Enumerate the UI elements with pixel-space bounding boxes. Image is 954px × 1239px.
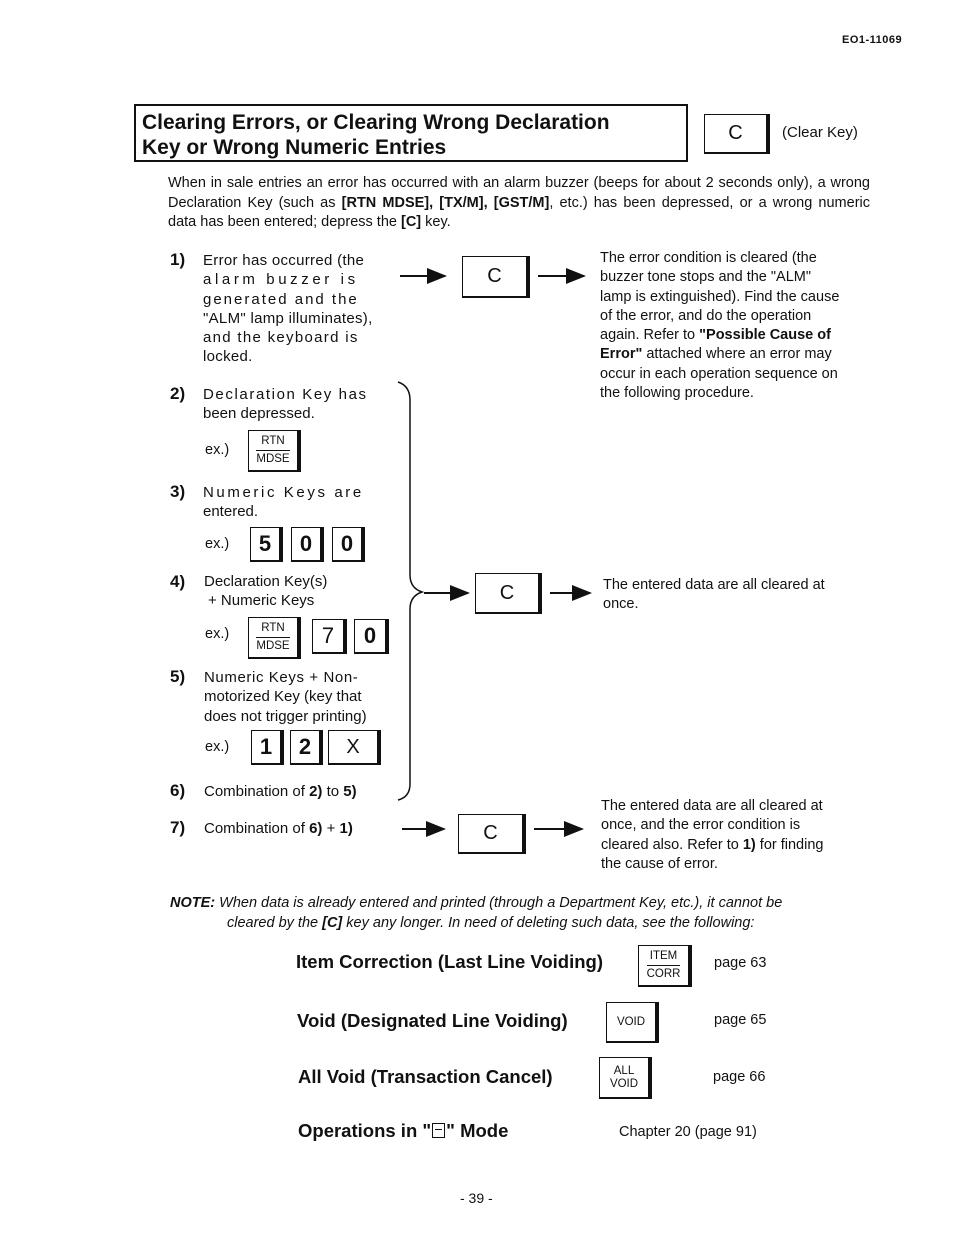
step-text: + — [322, 820, 340, 837]
result-text: for finding — [755, 836, 824, 853]
step-line: does not trigger printing) — [204, 707, 367, 725]
result-line: buzzer tone stops and the "ALM" — [600, 269, 812, 286]
step-line: + Numeric Keys — [208, 592, 315, 610]
intro-text: , etc.) has been depressed, or a wrong numeric data has been entered; depress the — [168, 194, 871, 230]
result-ref: Error" — [600, 346, 643, 363]
ref-title-text: Operations in " — [298, 1120, 432, 1141]
ref-page: page 65 — [714, 1012, 767, 1028]
result-line: once. — [603, 596, 639, 613]
step-text: Combination of — [204, 783, 310, 800]
intro-c-key: [C] — [400, 214, 422, 230]
note-line — [170, 894, 870, 914]
void-key-icon — [606, 1002, 659, 1043]
result-1-text — [600, 249, 871, 403]
step-ref: 5) — [343, 783, 357, 800]
key-label: MDSE — [256, 450, 289, 466]
step-number: 7) — [170, 818, 186, 837]
result-line: the cause of error. — [601, 855, 718, 872]
step-ref: 6) — [309, 820, 323, 837]
note-block — [170, 894, 870, 933]
result-line: of the error, and do the operation — [600, 307, 812, 324]
result-line: The entered data are all cleared at — [601, 798, 823, 814]
all-void-key-icon — [599, 1057, 652, 1099]
step-line: Declaration Key(s) — [204, 573, 328, 590]
note-text: When data is already entered and printed (through a Department Key, etc.), it cannot be — [219, 895, 783, 911]
step-number: 2) — [170, 384, 186, 403]
key-label: VOID — [616, 1015, 646, 1028]
example-label: ex.) — [205, 442, 230, 458]
example-label: ex.) — [205, 626, 230, 642]
result-2-text — [603, 576, 873, 615]
step-number: 6) — [170, 781, 186, 800]
section-title-line2: Key or Wrong Numeric Entries — [142, 136, 447, 159]
result-text: again. Refer to — [600, 327, 700, 344]
step-ref: 2) — [309, 783, 323, 800]
step-line: entered. — [203, 503, 259, 521]
page-number: - 39 - — [460, 1190, 493, 1206]
example-label: ex.) — [205, 536, 230, 552]
step-line: generated and the — [203, 290, 359, 308]
ref-title: Void (Designated Line Voiding) — [297, 1010, 568, 1031]
ref-title — [298, 1120, 508, 1142]
step-line: been depressed. — [203, 405, 315, 423]
step-number: 4) — [170, 572, 186, 591]
minus-mode-icon — [432, 1123, 445, 1138]
result-line: the following procedure. — [600, 385, 754, 402]
step-line: and the keyboard is — [203, 329, 359, 347]
step-line: "ALM" lamp illuminates), — [203, 309, 373, 327]
step-line: locked. — [203, 348, 253, 366]
note-c-key: [C] — [322, 914, 343, 931]
step-number: 3) — [170, 482, 186, 501]
step-line: Numeric Keys are — [203, 484, 364, 501]
step-text: to — [322, 783, 344, 800]
note-text: cleared by the — [227, 914, 323, 931]
step-number: 1) — [170, 250, 186, 269]
ref-page: page 63 — [714, 955, 767, 971]
section-title-line1: Clearing Errors, or Clearing Wrong Declaration — [142, 111, 610, 134]
clear-key-caption: (Clear Key) — [782, 124, 858, 141]
step-line: Declaration Key has — [203, 386, 368, 403]
result-ref: "Possible Cause of — [699, 327, 831, 344]
key-label: ITEM — [649, 950, 678, 962]
result-text: cleared also. Refer to — [601, 836, 743, 853]
key-label: CORR — [647, 965, 681, 981]
result-text: attached where an error may — [642, 346, 832, 363]
key-label: VOID — [609, 1077, 639, 1090]
step-line: motorized Key (key that — [204, 688, 362, 706]
ref-title-text: " Mode — [446, 1120, 509, 1141]
key-label: MDSE — [256, 637, 289, 653]
ref-page: page 66 — [713, 1069, 766, 1085]
result-ref: 1) — [742, 836, 756, 853]
key-label: 7 — [321, 623, 335, 648]
intro-text: key. — [421, 214, 451, 230]
key-label: RTN — [261, 435, 285, 447]
key-label: X — [346, 735, 360, 758]
key-label: ALL — [613, 1064, 635, 1077]
example-label: ex.) — [205, 739, 230, 755]
step-number: 5) — [170, 667, 186, 686]
key-label: C — [487, 265, 502, 287]
document-id: EO1-11069 — [842, 34, 903, 46]
intro-key-list: [RTN MDSE], [TX/M], [GST/M] — [341, 194, 550, 211]
note-line — [170, 914, 870, 934]
key-label: 0 — [340, 531, 354, 556]
ref-title: All Void (Transaction Cancel) — [298, 1066, 553, 1087]
key-label: 0 — [299, 531, 313, 556]
result-line: The error condition is cleared (the — [600, 250, 817, 266]
key-label: 0 — [363, 623, 377, 648]
ref-page: Chapter 20 (page 91) — [619, 1124, 757, 1140]
step-line: Numeric Keys + Non- — [204, 669, 359, 686]
result-line: occur in each operation sequence on — [600, 365, 838, 382]
key-label: 1 — [259, 734, 273, 759]
key-label: C — [499, 581, 515, 604]
result-line — [601, 836, 873, 855]
key-label: 2 — [298, 734, 312, 759]
result-3-text — [601, 797, 873, 874]
key-label: C — [483, 822, 498, 844]
step-line: alarm buzzer is — [203, 271, 359, 289]
key-label: RTN — [261, 622, 285, 634]
bracket — [398, 382, 422, 800]
step-text: Combination of — [204, 820, 310, 837]
result-line: once, and the error condition is — [601, 817, 801, 834]
step-line: Error has occurred (the — [203, 252, 365, 269]
step-ref: 1) — [339, 820, 353, 837]
result-line — [600, 326, 871, 345]
clear-key-label: C — [728, 122, 743, 144]
note-text: key any longer. In need of deleting such data, see the following: — [342, 914, 755, 931]
ref-title: Item Correction (Last Line Voiding) — [296, 951, 603, 972]
key-label: 5 — [258, 531, 272, 556]
result-line: The entered data are all cleared at — [603, 577, 825, 593]
result-line: lamp is extinguished). Find the cause — [600, 288, 840, 305]
item-corr-key-icon — [638, 945, 692, 987]
result-line — [600, 345, 871, 364]
intro-text: When in sale entries an error has occurred with an alarm buzzer (beeps for about 2 seconds only), a wrong Declaration Key (such as — [168, 175, 870, 211]
note-label: NOTE: — [170, 895, 216, 911]
